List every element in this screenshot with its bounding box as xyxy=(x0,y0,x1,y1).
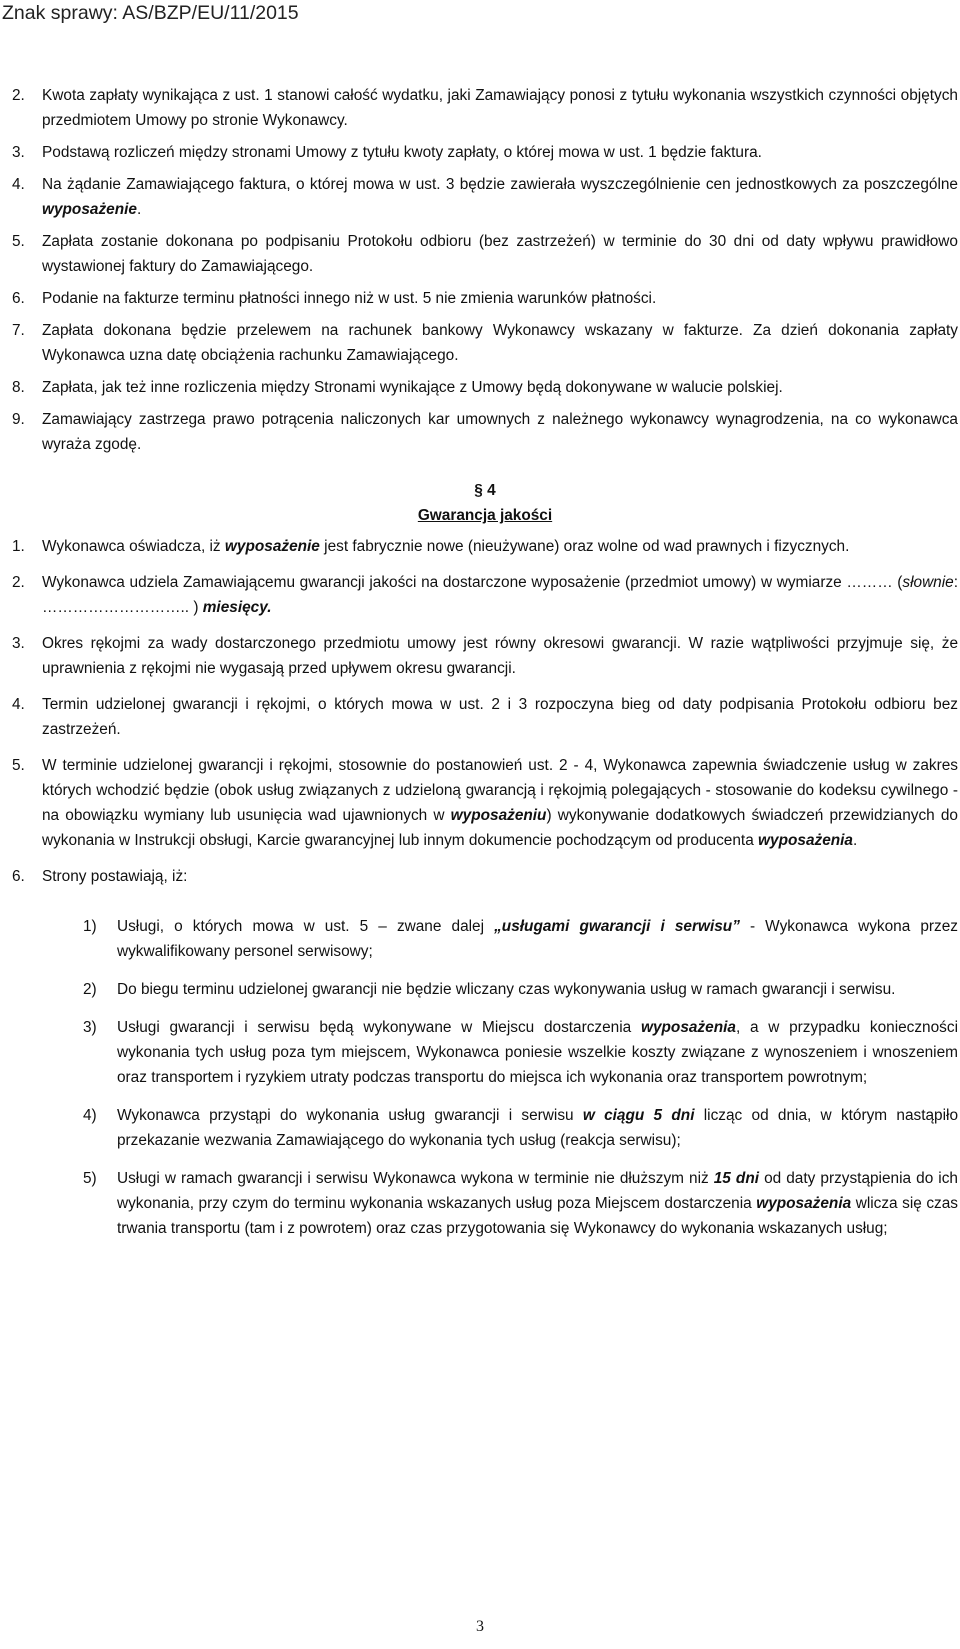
item-text xyxy=(42,692,958,742)
text-run: . xyxy=(853,832,858,849)
text-run: Do biegu terminu udzielonej gwarancji nie będzie wliczany czas wykonywania usług w ramach gwarancji i serwisu. xyxy=(117,981,896,998)
item-text xyxy=(42,172,958,222)
payment-list xyxy=(12,83,958,457)
item-number: 1. xyxy=(12,538,25,555)
item-number: 1) xyxy=(83,918,97,935)
emphasized-text: wyposażenia xyxy=(758,832,853,849)
list-item xyxy=(12,570,958,620)
text-run: Wykonawca przystąpi do wykonania usług gwarancji i serwisu xyxy=(117,1107,583,1124)
emphasized-text: wyposażeniu xyxy=(450,807,547,824)
text-run: . xyxy=(136,201,142,218)
item-number: 5. xyxy=(12,233,25,250)
text-run: : ……………………….. ) xyxy=(42,574,958,616)
text-run: Podstawą rozliczeń między stronami Umowy z tytułu kwoty zapłaty, o której mowa w ust. 1 będzie faktura. xyxy=(42,144,762,161)
list-item xyxy=(12,864,958,889)
text-run: Na żądanie Zamawiającego faktura, o której mowa w ust. 3 będzie zawierała wyszczególnienie cen jednostkowych za poszczególne xyxy=(42,176,958,193)
list-item xyxy=(12,318,958,368)
item-number: 7. xyxy=(12,322,25,339)
item-text xyxy=(42,864,958,889)
item-text xyxy=(42,631,958,681)
text-run: Wykonawca oświadcza, iż xyxy=(42,538,225,555)
text-run: Usługi gwarancji i serwisu będą wykonywane w Miejscu dostarczenia xyxy=(117,1019,641,1036)
emphasized-text: słownie xyxy=(902,574,954,591)
emphasized-text: w ciągu 5 dni xyxy=(582,1107,695,1124)
item-number: 2. xyxy=(12,574,25,591)
emphasized-text: „usługami gwarancji i serwisu” xyxy=(494,918,740,935)
text-run: Strony postawiają, iż: xyxy=(42,868,188,885)
item-number: 4) xyxy=(83,1107,97,1124)
text-run: Wykonawca udziela Zamawiającemu gwarancji jakości na dostarczone wyposażenie (przedmiot umowy) w wymiarze ……… ( xyxy=(42,574,903,591)
item-text xyxy=(42,407,958,457)
document-body xyxy=(12,83,958,1254)
list-item xyxy=(12,692,958,742)
item-text xyxy=(117,977,958,1002)
item-number: 3. xyxy=(12,144,25,161)
text-run: - Wykonawca wykona przez wykwalifikowany personel serwisowy; xyxy=(117,918,958,960)
text-run: Zamawiający zastrzega prawo potrącenia naliczonych kar umownych z należnego wykonawcy wynagrodzenia, na co wykonawca wyraża zgodę. xyxy=(42,411,958,453)
emphasized-text: 15 dni xyxy=(713,1170,760,1187)
text-run: wlicza się czas trwania transportu (tam i z powrotem) oraz czas przygotowania się Wykonawcy do wykonania wskazanych usług; xyxy=(117,1195,958,1237)
text-run: jest fabrycznie nowe (nieużywane) oraz wolne od wad prawnych i fizycznych. xyxy=(319,538,850,555)
item-number: 8. xyxy=(12,379,25,396)
warranty-sublist xyxy=(12,914,958,1241)
list-item xyxy=(12,172,958,222)
emphasized-text: wyposażenie xyxy=(42,201,137,218)
sub-list-item xyxy=(12,1103,958,1153)
item-number: 6. xyxy=(12,290,25,307)
case-reference: Znak sprawy: AS/BZP/EU/11/2015 xyxy=(2,2,299,24)
sub-list-item xyxy=(12,1015,958,1090)
item-number: 3. xyxy=(12,635,25,652)
item-text xyxy=(117,1015,958,1090)
item-number: 3) xyxy=(83,1019,97,1036)
text-run: , a w przypadku konieczności wykonania tych usług poza tym miejscem, Wykonawca poniesie wszelkie koszty związane z wynoszeniem i wnoszeniem oraz transportem i ryzykiem utraty podczas transportu do miejsca ich wykonania oraz transportem powrotnym; xyxy=(117,1019,958,1086)
item-text xyxy=(42,286,958,311)
warranty-list xyxy=(12,534,958,889)
item-number: 9. xyxy=(12,411,25,428)
item-text xyxy=(42,570,958,620)
emphasized-text: wyposażenia xyxy=(756,1195,852,1212)
text-run: od daty przystąpienia do ich wykonania, przy czym do terminu wykonania wskazanych usług poza Miejscem dostarczenia xyxy=(117,1170,958,1212)
list-item xyxy=(12,286,958,311)
text-run: Termin udzielonej gwarancji i rękojmi, o których mowa w ust. 2 i 3 rozpoczyna bieg od daty podpisania Protokołu odbioru bez zastrzeżeń. xyxy=(42,696,958,738)
item-number: 4. xyxy=(12,176,25,193)
item-text xyxy=(42,83,958,133)
text-run: Zapłata, jak też inne rozliczenia między Stronami wynikające z Umowy będą dokonywane w walucie polskiej. xyxy=(42,379,783,396)
text-run: Zapłata zostanie dokonana po podpisaniu Protokołu odbioru (bez zastrzeżeń) w terminie do 30 dni od daty wpływu prawidłowo wystawionej faktury do Zamawiającego. xyxy=(42,233,958,275)
emphasized-text: wyposażenia xyxy=(640,1019,736,1036)
text-run: licząc od dnia, w którym nastąpiło przekazanie wezwania Zamawiającego do wykonania tych usług (reakcja serwisu); xyxy=(117,1107,959,1149)
emphasized-text: miesięcy. xyxy=(202,599,272,616)
text-run: ) wykonywanie dodatkowych świadczeń przewidzianych do wykonania w Instrukcji obsługi, Karcie gwarancyjnej lub innym dokumencie pochodzącym od producenta xyxy=(42,807,958,849)
sub-list-item xyxy=(12,914,958,964)
text-run: Podanie na fakturze terminu płatności innego niż w ust. 5 nie zmienia warunków płatności. xyxy=(42,290,657,307)
section-title: Gwarancja jakości xyxy=(417,507,553,524)
list-item xyxy=(12,407,958,457)
text-run: Zapłata dokonana będzie przelewem na rachunek bankowy Wykonawcy wskazany w fakturze. Za dzień dokonania zapłaty Wykonawca uzna datę obciążenia rachunku Zamawiającego. xyxy=(42,322,958,364)
text-run: Okres rękojmi za wady dostarczonego przedmiotu umowy jest równy okresowi gwarancji. W razie wątpliwości przyjmuje się, że uprawnienia z rękojmi nie wygasają przed upływem okresu gwarancji. xyxy=(42,635,958,677)
item-text xyxy=(42,140,958,165)
page-number: 3 xyxy=(476,1618,484,1635)
item-text xyxy=(117,1103,958,1153)
list-item xyxy=(12,229,958,279)
sub-list-item xyxy=(12,977,958,1002)
item-text xyxy=(117,1166,958,1241)
item-number: 5) xyxy=(83,1170,97,1187)
list-item xyxy=(12,140,958,165)
item-text xyxy=(42,229,958,279)
text-run: Usługi, o których mowa w ust. 5 – zwane dalej xyxy=(117,918,495,935)
page-header xyxy=(0,0,960,36)
text-run: Kwota zapłaty wynikająca z ust. 1 stanowi całość wydatku, jaki Zamawiający ponosi z tytułu wykonania wszystkich czynności objętych przedmiotem Umowy po stronie Wykonawcy. xyxy=(42,87,958,129)
item-text xyxy=(42,375,958,400)
item-text xyxy=(42,318,958,368)
list-item xyxy=(12,631,958,681)
item-number: 2. xyxy=(12,87,25,104)
section-number: § 4 xyxy=(474,482,496,499)
item-number: 4. xyxy=(12,696,25,713)
item-number: 6. xyxy=(12,868,25,885)
item-text xyxy=(42,753,958,853)
sub-list-item xyxy=(12,1166,958,1241)
item-number: 2) xyxy=(83,981,97,998)
item-number: 5. xyxy=(12,757,25,774)
list-item xyxy=(12,83,958,133)
text-run: W terminie udzielonej gwarancji i rękojmi, stosownie do postanowień ust. 2 - 4, Wykonawca zapewnia świadczenie usług w zakres których wchodzić będzie (obok usług związanych z udzieloną gwarancją i rękojmią polegających - stosowanie do kodeksu cywilnego - na obowiązku wymiany lub usunięcia wad ujawnionych w xyxy=(42,757,958,824)
item-text xyxy=(42,534,958,559)
list-item xyxy=(12,534,958,559)
item-text xyxy=(117,914,958,964)
emphasized-text: wyposażenie xyxy=(224,538,320,555)
list-item xyxy=(12,375,958,400)
list-item xyxy=(12,753,958,853)
text-run: Usługi w ramach gwarancji i serwisu Wykonawca wykona w terminie nie dłuższym niż xyxy=(117,1170,714,1187)
